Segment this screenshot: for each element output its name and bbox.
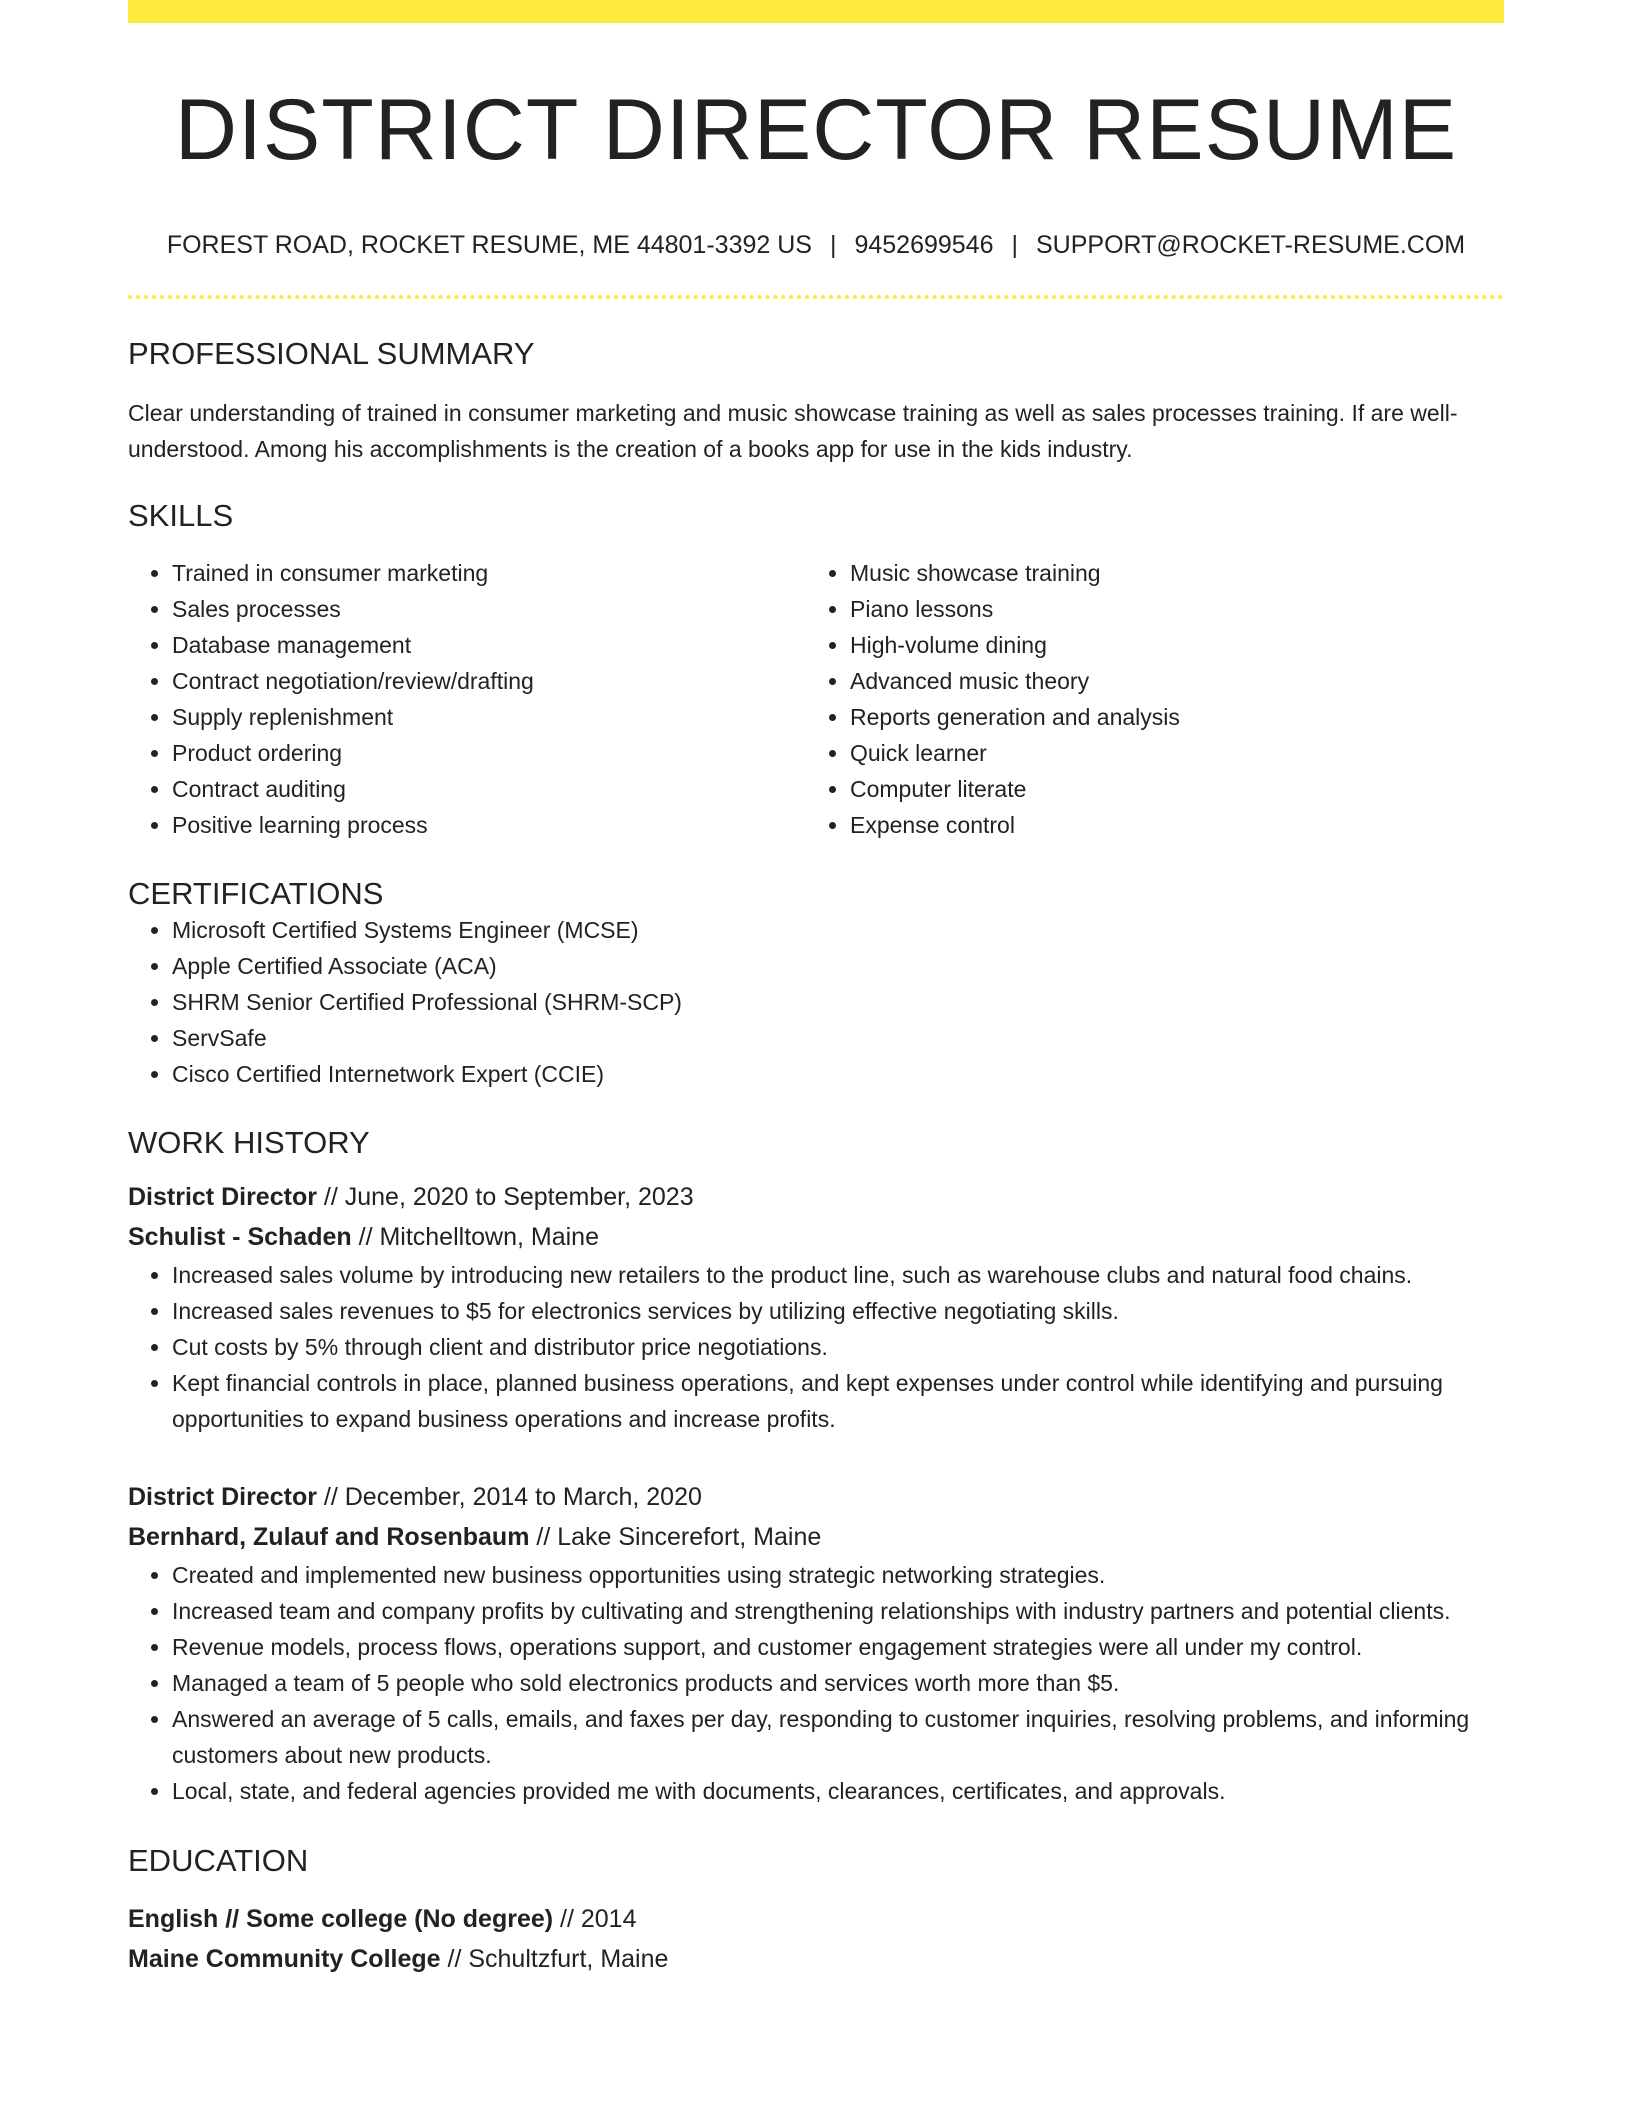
education-heading: EDUCATION xyxy=(128,1843,309,1878)
certification-item: • SHRM Senior Certified Professional (SHRM-SCP) xyxy=(172,984,1504,1020)
skill-item: • Contract negotiation/review/drafting xyxy=(172,663,806,699)
job-duty: • Cut costs by 5% through client and distributor price negotiations. xyxy=(172,1329,1504,1365)
job-duty: • Increased team and company profits by cultivating and strengthening relationships with industry partners and potential clients. xyxy=(172,1593,1504,1629)
job-title-line xyxy=(128,1477,1504,1517)
skill-item: • Piano lessons xyxy=(850,591,1484,627)
skill-item: • Quick learner xyxy=(850,735,1484,771)
education-location: // Schultzfurt, Maine xyxy=(440,1945,669,1973)
job-duties-list xyxy=(128,1557,1504,1809)
skill-item: • Reports generation and analysis xyxy=(850,699,1484,735)
summary-text: Clear understanding of trained in consumer marketing and music showcase training as well as sales processes training. If are well-understood. Among his accomplishments is the creation of a books app for use in the kids industry. xyxy=(128,400,1458,462)
job-duty: • Increased sales revenues to $5 for electronics services by utilizing effective negotiating skills. xyxy=(172,1293,1504,1329)
job-entry xyxy=(128,1477,1504,1809)
job-dates: // December, 2014 to March, 2020 xyxy=(316,1483,702,1511)
dotted-divider xyxy=(128,295,1504,299)
job-duty: • Managed a team of 5 people who sold electronics products and services worth more than $5. xyxy=(172,1665,1504,1701)
skill-item: • High-volume dining xyxy=(850,627,1484,663)
contact-email: SUPPORT@ROCKET-RESUME.COM xyxy=(1036,231,1466,259)
job-duties-list xyxy=(128,1257,1504,1437)
skills-column-left xyxy=(128,555,806,843)
job-location: // Mitchelltown, Maine xyxy=(351,1223,599,1251)
certification-item: • ServSafe xyxy=(172,1020,1504,1056)
skill-item: • Computer literate xyxy=(850,771,1484,807)
education-degree: English // Some college (No degree) xyxy=(128,1905,554,1933)
education-school: Maine Community College xyxy=(128,1945,441,1973)
job-company: Bernhard, Zulauf and Rosenbaum xyxy=(128,1523,530,1551)
resume-title: DISTRICT DIRECTOR RESUME xyxy=(174,82,1458,178)
work-history-heading: WORK HISTORY xyxy=(128,1125,370,1160)
job-duty: • Revenue models, process flows, operations support, and customer engagement strategies were all under my control. xyxy=(172,1629,1504,1665)
job-duty: • Kept financial controls in place, planned business operations, and kept expenses under control while identifying and pursuing opportunities to expand business operations and increase profits. xyxy=(172,1365,1504,1437)
job-title: District Director xyxy=(128,1483,317,1511)
job-dates: // June, 2020 to September, 2023 xyxy=(316,1183,694,1211)
skill-item: • Product ordering xyxy=(172,735,806,771)
certification-item: • Cisco Certified Internetwork Expert (CCIE) xyxy=(172,1056,1504,1092)
resume-page xyxy=(128,0,1504,1979)
job-location: // Lake Sincerefort, Maine xyxy=(529,1523,822,1551)
certifications-list xyxy=(128,912,1504,1092)
skill-item: • Database management xyxy=(172,627,806,663)
job-duty: • Created and implemented new business opportunities using strategic networking strategies. xyxy=(172,1557,1504,1593)
education-entry xyxy=(128,1899,1504,1979)
job-company-line xyxy=(128,1517,1504,1557)
certification-item: • Apple Certified Associate (ACA) xyxy=(172,948,1504,984)
job-duty: • Increased sales volume by introducing new retailers to the product line, such as warehouse clubs and natural food chains. xyxy=(172,1257,1504,1293)
skills-column-right xyxy=(806,555,1484,843)
skill-item: • Contract auditing xyxy=(172,771,806,807)
job-title-line xyxy=(128,1177,1504,1217)
job-company-line xyxy=(128,1217,1504,1257)
skill-item: • Music showcase training xyxy=(850,555,1484,591)
job-company: Schulist - Schaden xyxy=(128,1223,352,1251)
skills-list xyxy=(128,555,1504,843)
top-accent-bar xyxy=(128,0,1504,23)
skill-item: • Advanced music theory xyxy=(850,663,1484,699)
summary-heading: PROFESSIONAL SUMMARY xyxy=(128,336,535,371)
certifications-heading: CERTIFICATIONS xyxy=(128,876,384,911)
certification-item: • Microsoft Certified Systems Engineer (MCSE) xyxy=(172,912,1504,948)
contact-phone: 9452699546 xyxy=(854,231,994,259)
job-title: District Director xyxy=(128,1183,317,1211)
job-entry xyxy=(128,1177,1504,1437)
skill-item: • Supply replenishment xyxy=(172,699,806,735)
contact-separator: | xyxy=(1011,231,1018,259)
education-school-line xyxy=(128,1939,1504,1979)
job-duty: • Answered an average of 5 calls, emails, and faxes per day, responding to customer inquiries, resolving problems, and informing customers about new products. xyxy=(172,1701,1504,1773)
education-degree-line xyxy=(128,1899,1504,1939)
contact-address: FOREST ROAD, ROCKET RESUME, ME 44801-3392 US xyxy=(166,231,812,259)
skill-item: • Expense control xyxy=(850,807,1484,843)
skill-item: • Positive learning process xyxy=(172,807,806,843)
contact-line xyxy=(128,230,1504,260)
contact-separator: | xyxy=(829,231,837,259)
job-duty: • Local, state, and federal agencies provided me with documents, clearances, certificates, and approvals. xyxy=(172,1773,1504,1809)
skills-heading: SKILLS xyxy=(128,498,234,533)
skill-item: • Sales processes xyxy=(172,591,806,627)
skill-item: • Trained in consumer marketing xyxy=(172,555,806,591)
education-year: // 2014 xyxy=(553,1905,637,1933)
